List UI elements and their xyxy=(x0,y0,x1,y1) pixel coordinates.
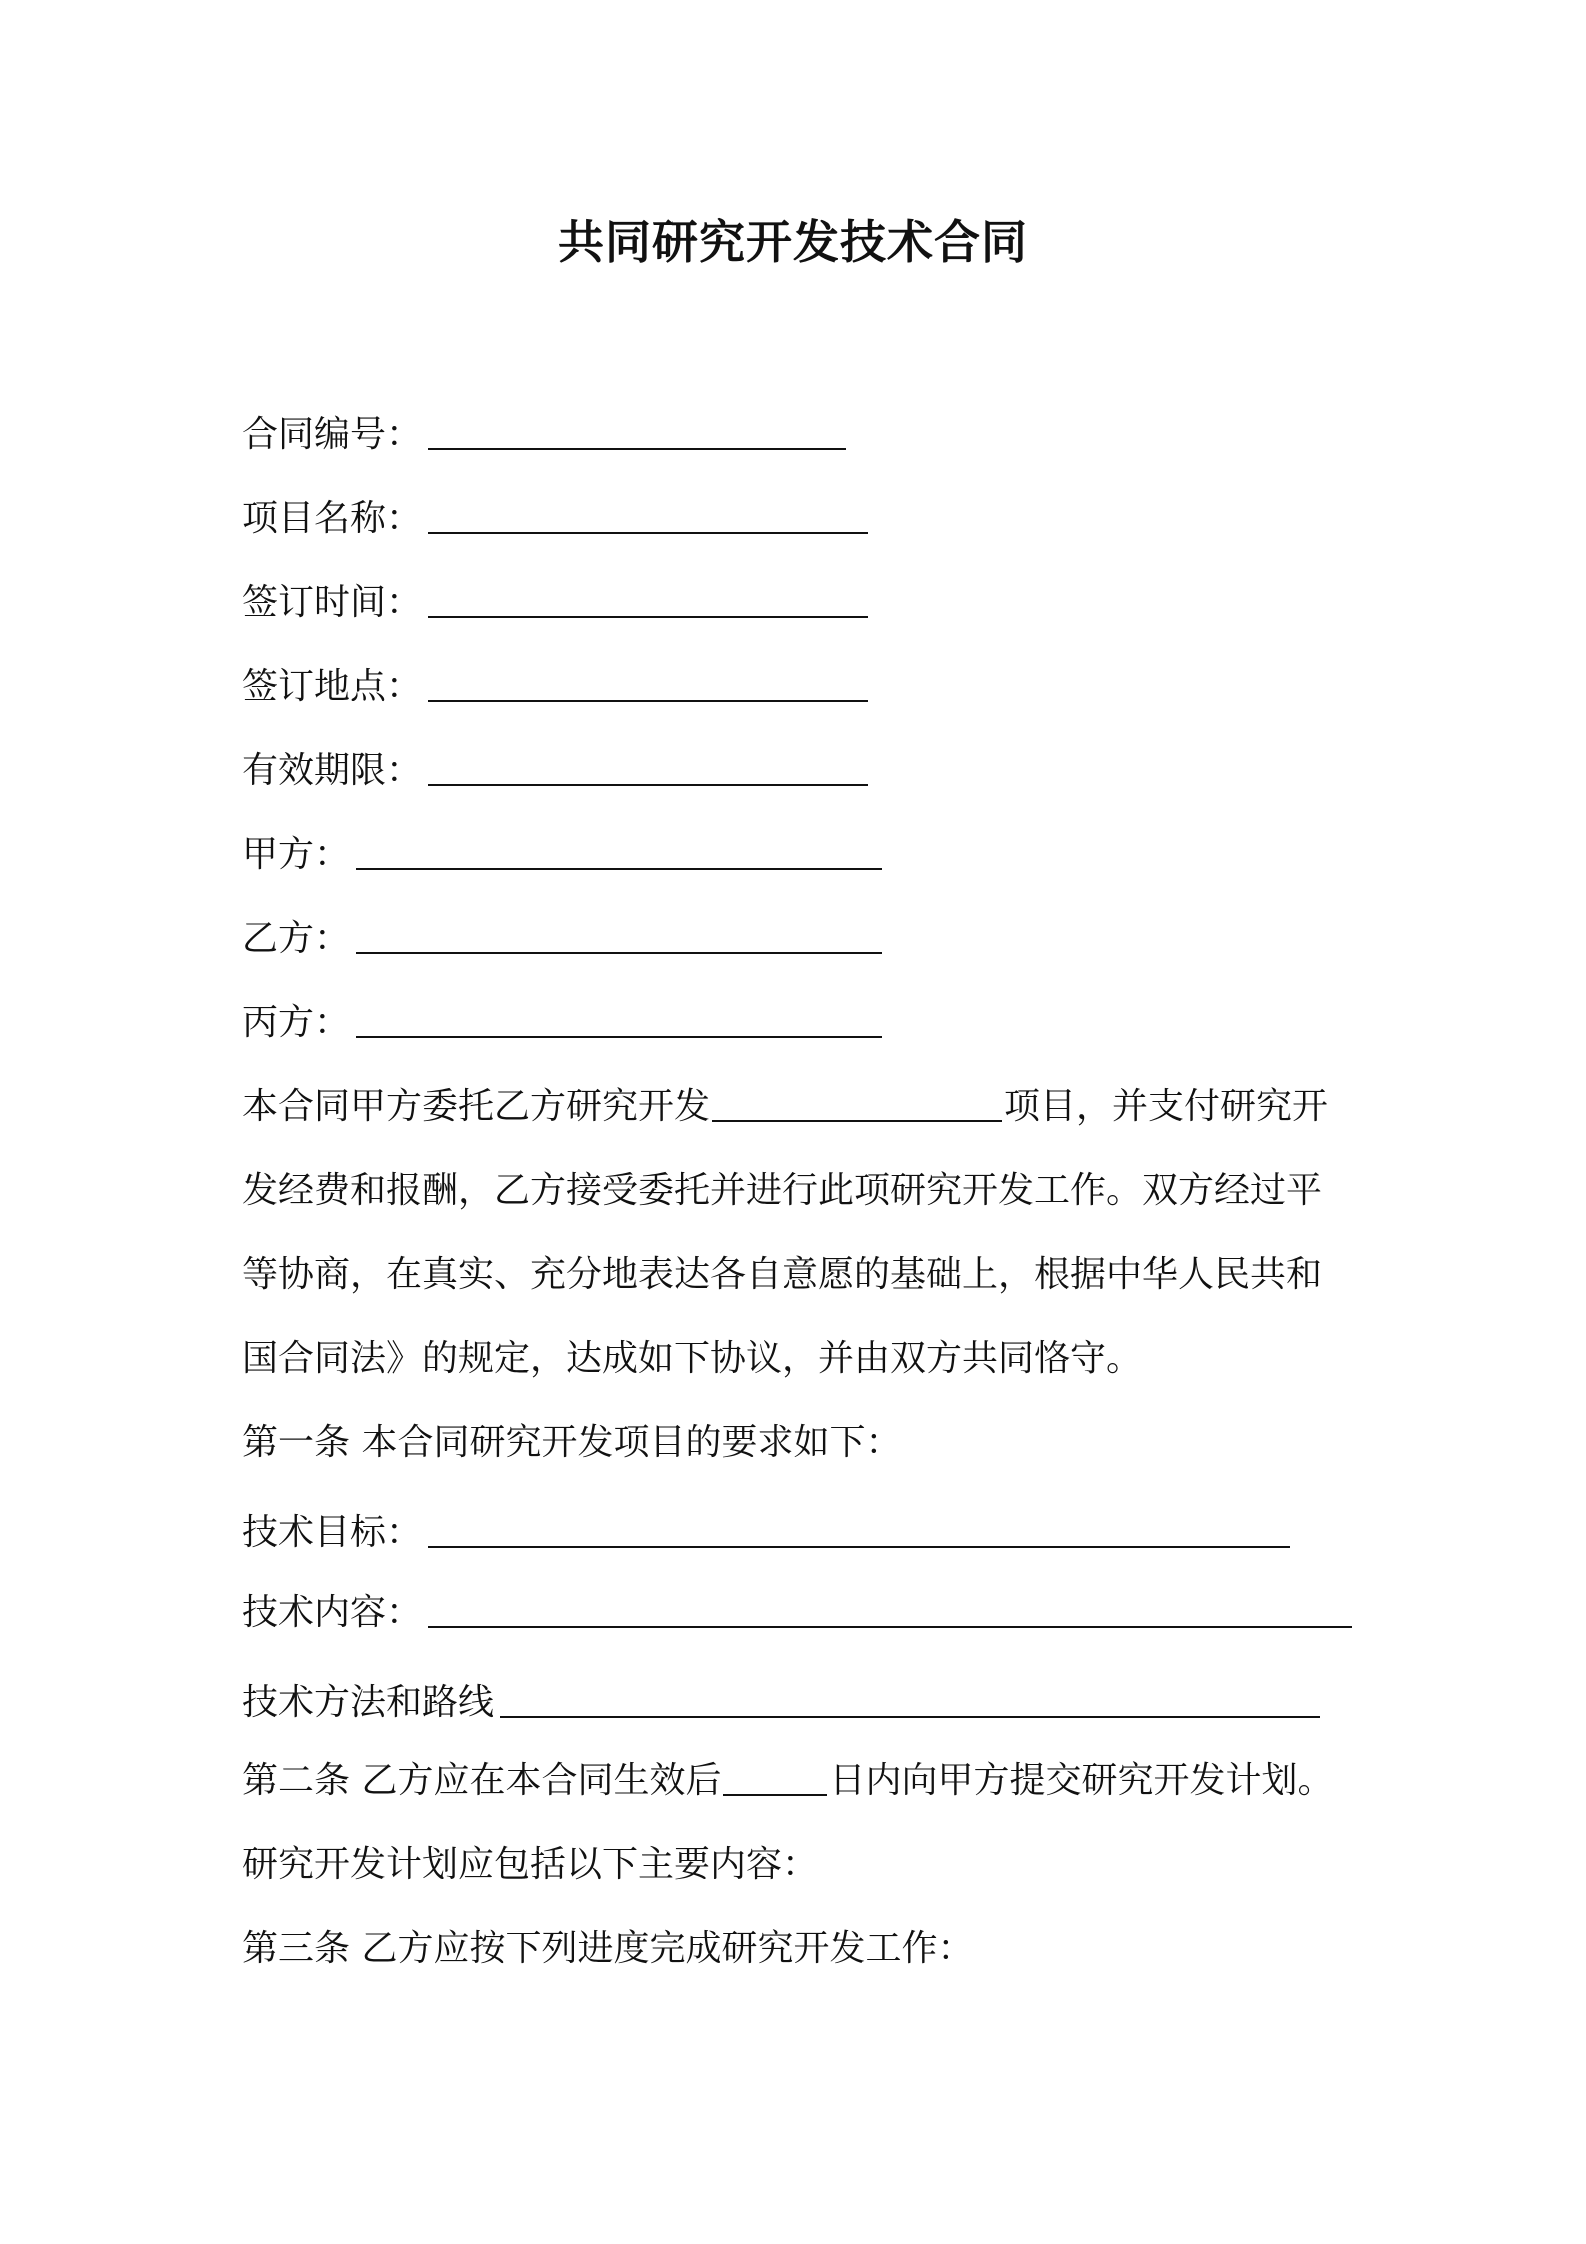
project-inline-blank[interactable] xyxy=(712,1086,1002,1122)
field-label: 技术目标： xyxy=(242,1512,423,1553)
field-label: 技术方法和路线 xyxy=(242,1682,495,1723)
validity-blank[interactable] xyxy=(428,750,868,786)
tech-method-blank[interactable] xyxy=(500,1682,1320,1718)
party-b-blank[interactable] xyxy=(356,918,882,954)
article-2-line-2: 研究开发计划应包括以下主要内容： xyxy=(242,1844,819,1885)
article-1-heading: 第一条 本合同研究开发项目的要求如下： xyxy=(242,1422,902,1463)
field-label: 技术内容： xyxy=(242,1592,423,1633)
field-label: 项目名称： xyxy=(242,498,423,539)
field-sign-time xyxy=(242,578,868,628)
article-2-text-before: 第二条 乙方应在本合同生效后 xyxy=(242,1760,722,1801)
field-label: 丙方： xyxy=(242,1002,351,1043)
article-3-heading: 第三条 乙方应按下列进度完成研究开发工作： xyxy=(242,1928,974,1969)
tech-goal-blank[interactable] xyxy=(428,1512,1290,1548)
field-validity xyxy=(242,746,868,796)
field-party-c xyxy=(242,998,882,1048)
field-tech-method xyxy=(242,1678,1320,1728)
field-sign-place xyxy=(242,662,868,712)
field-party-a xyxy=(242,830,882,880)
field-party-b xyxy=(242,914,882,964)
field-tech-goal xyxy=(242,1508,1290,1558)
field-label: 合同编号： xyxy=(242,414,423,455)
article-2-text-after: 日内向甲方提交研究开发计划。 xyxy=(829,1760,1334,1801)
intro-line-1 xyxy=(242,1082,1328,1132)
field-tech-content xyxy=(242,1588,1352,1638)
contract-number-blank[interactable] xyxy=(428,414,846,450)
article-2-line-1 xyxy=(242,1756,1333,1806)
sign-time-blank[interactable] xyxy=(428,582,868,618)
field-label: 签订地点： xyxy=(242,666,423,707)
field-project-name xyxy=(242,494,868,544)
intro-line-4: 国合同法》的规定，达成如下协议，并由双方共同恪守。 xyxy=(242,1338,1143,1379)
intro-line-2: 发经费和报酬，乙方接受委托并进行此项研究开发工作。双方经过平 xyxy=(242,1170,1323,1211)
tech-content-blank[interactable] xyxy=(428,1592,1352,1628)
field-label: 签订时间： xyxy=(242,582,423,623)
days-inline-blank[interactable] xyxy=(723,1760,827,1796)
party-a-blank[interactable] xyxy=(356,834,882,870)
field-label: 甲方： xyxy=(242,834,351,875)
party-c-blank[interactable] xyxy=(356,1002,882,1038)
intro-text-after: 项目，并支付研究开 xyxy=(1004,1086,1329,1127)
document-title: 共同研究开发技术合同 xyxy=(558,215,1028,269)
field-label: 乙方： xyxy=(242,918,351,959)
field-label: 有效期限： xyxy=(242,750,423,791)
field-contract-number xyxy=(242,410,846,460)
intro-line-3: 等协商，在真实、充分地表达各自意愿的基础上，根据中华人民共和 xyxy=(242,1254,1323,1295)
intro-text-before: 本合同甲方委托乙方研究开发 xyxy=(242,1086,711,1127)
sign-place-blank[interactable] xyxy=(428,666,868,702)
project-name-blank[interactable] xyxy=(428,498,868,534)
